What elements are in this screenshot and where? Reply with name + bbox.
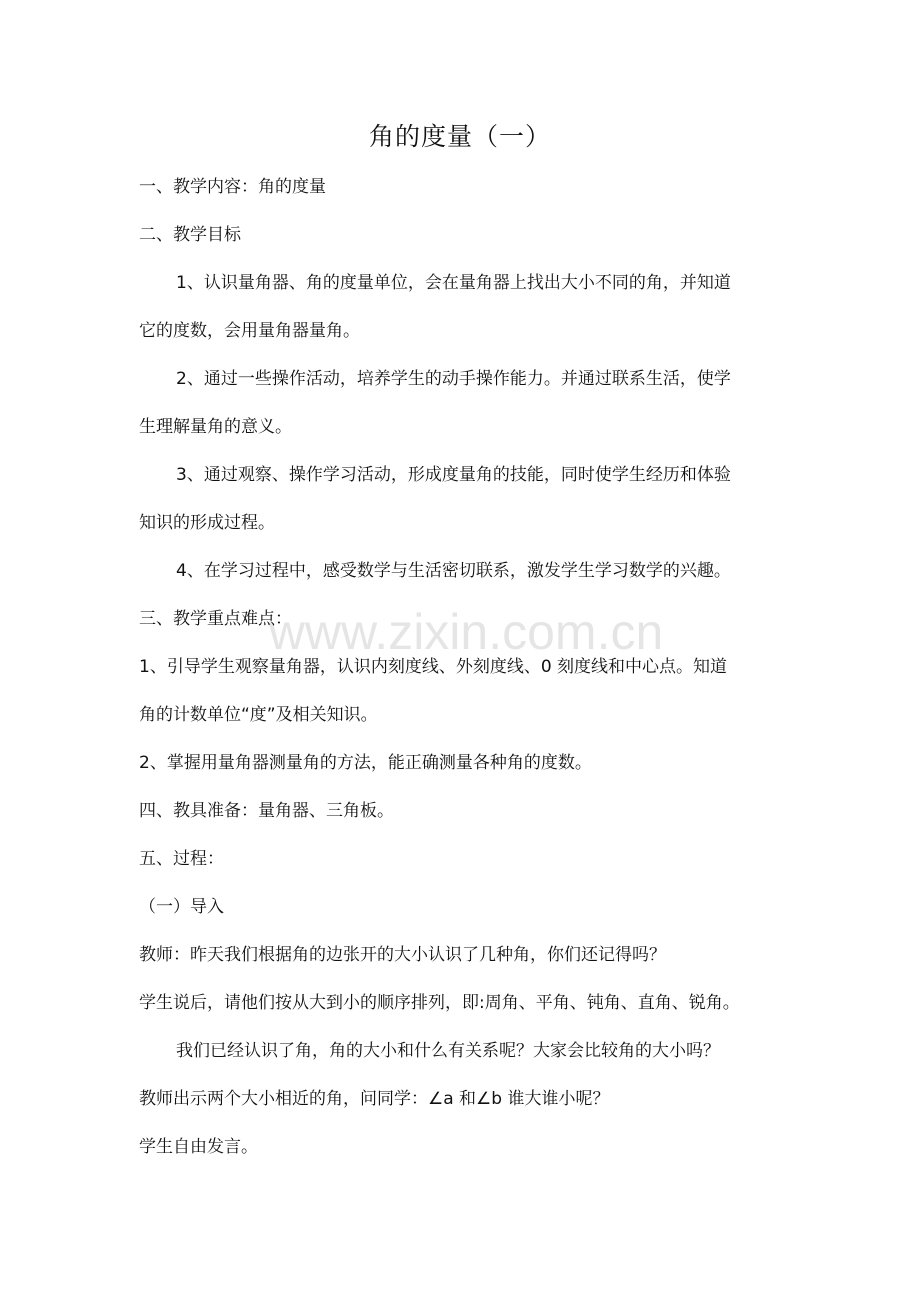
- watermark: www.zixin.com.cn: [268, 604, 664, 660]
- section-heading-process: 五、过程：: [139, 849, 224, 869]
- document-title: 角的度量（一）: [368, 122, 551, 151]
- paragraph-line: 学生说后，请他们按从大到小的顺序排列，即:周角、平角、钝角、直角、锐角。: [139, 993, 740, 1013]
- paragraph-line: 生理解量角的意义。: [139, 417, 292, 437]
- section-heading-materials: 四、教具准备：量角器、三角板。: [139, 801, 394, 821]
- paragraph-line: 我们已经认识了角，角的大小和什么有关系呢？大家会比较角的大小吗？: [176, 1041, 720, 1061]
- paragraph-line: 2、通过一些操作活动，培养学生的动手操作能力。并通过联系生活，使学: [176, 369, 731, 389]
- paragraph-line: 4、在学习过程中，感受数学与生活密切联系，激发学生学习数学的兴趣。: [176, 561, 731, 581]
- paragraph-line: 角的计数单位“度”及相关知识。: [139, 705, 378, 725]
- section-heading-key-points: 三、教学重点难点：: [139, 609, 292, 629]
- paragraph-line: 学生自由发言。: [139, 1137, 258, 1157]
- paragraph-line: 它的度数，会用量角器量角。: [139, 321, 360, 341]
- section-heading-content: 一、教学内容：角的度量: [139, 177, 326, 197]
- subsection-heading-introduction: （一）导入: [139, 897, 224, 917]
- paragraph-line: 教师出示两个大小相近的角，问同学：∠a 和∠b 谁大谁小呢？: [139, 1089, 610, 1109]
- paragraph-line: 2、掌握用量角器测量角的方法，能正确测量各种角的度数。: [139, 753, 592, 773]
- section-heading-goals: 二、教学目标: [139, 225, 241, 245]
- paragraph-line: 知识的形成过程。: [139, 513, 275, 533]
- paragraph-line: 教师：昨天我们根据角的边张开的大小认识了几种角，你们还记得吗？: [139, 945, 666, 965]
- paragraph-line: 1、引导学生观察量角器，认识内刻度线、外刻度线、0 刻度线和中心点。知道: [139, 657, 728, 677]
- paragraph-line: 3、通过观察、操作学习活动，形成度量角的技能，同时使学生经历和体验: [176, 465, 731, 485]
- paragraph-line: 1、认识量角器、角的度量单位，会在量角器上找出大小不同的角，并知道: [176, 273, 731, 293]
